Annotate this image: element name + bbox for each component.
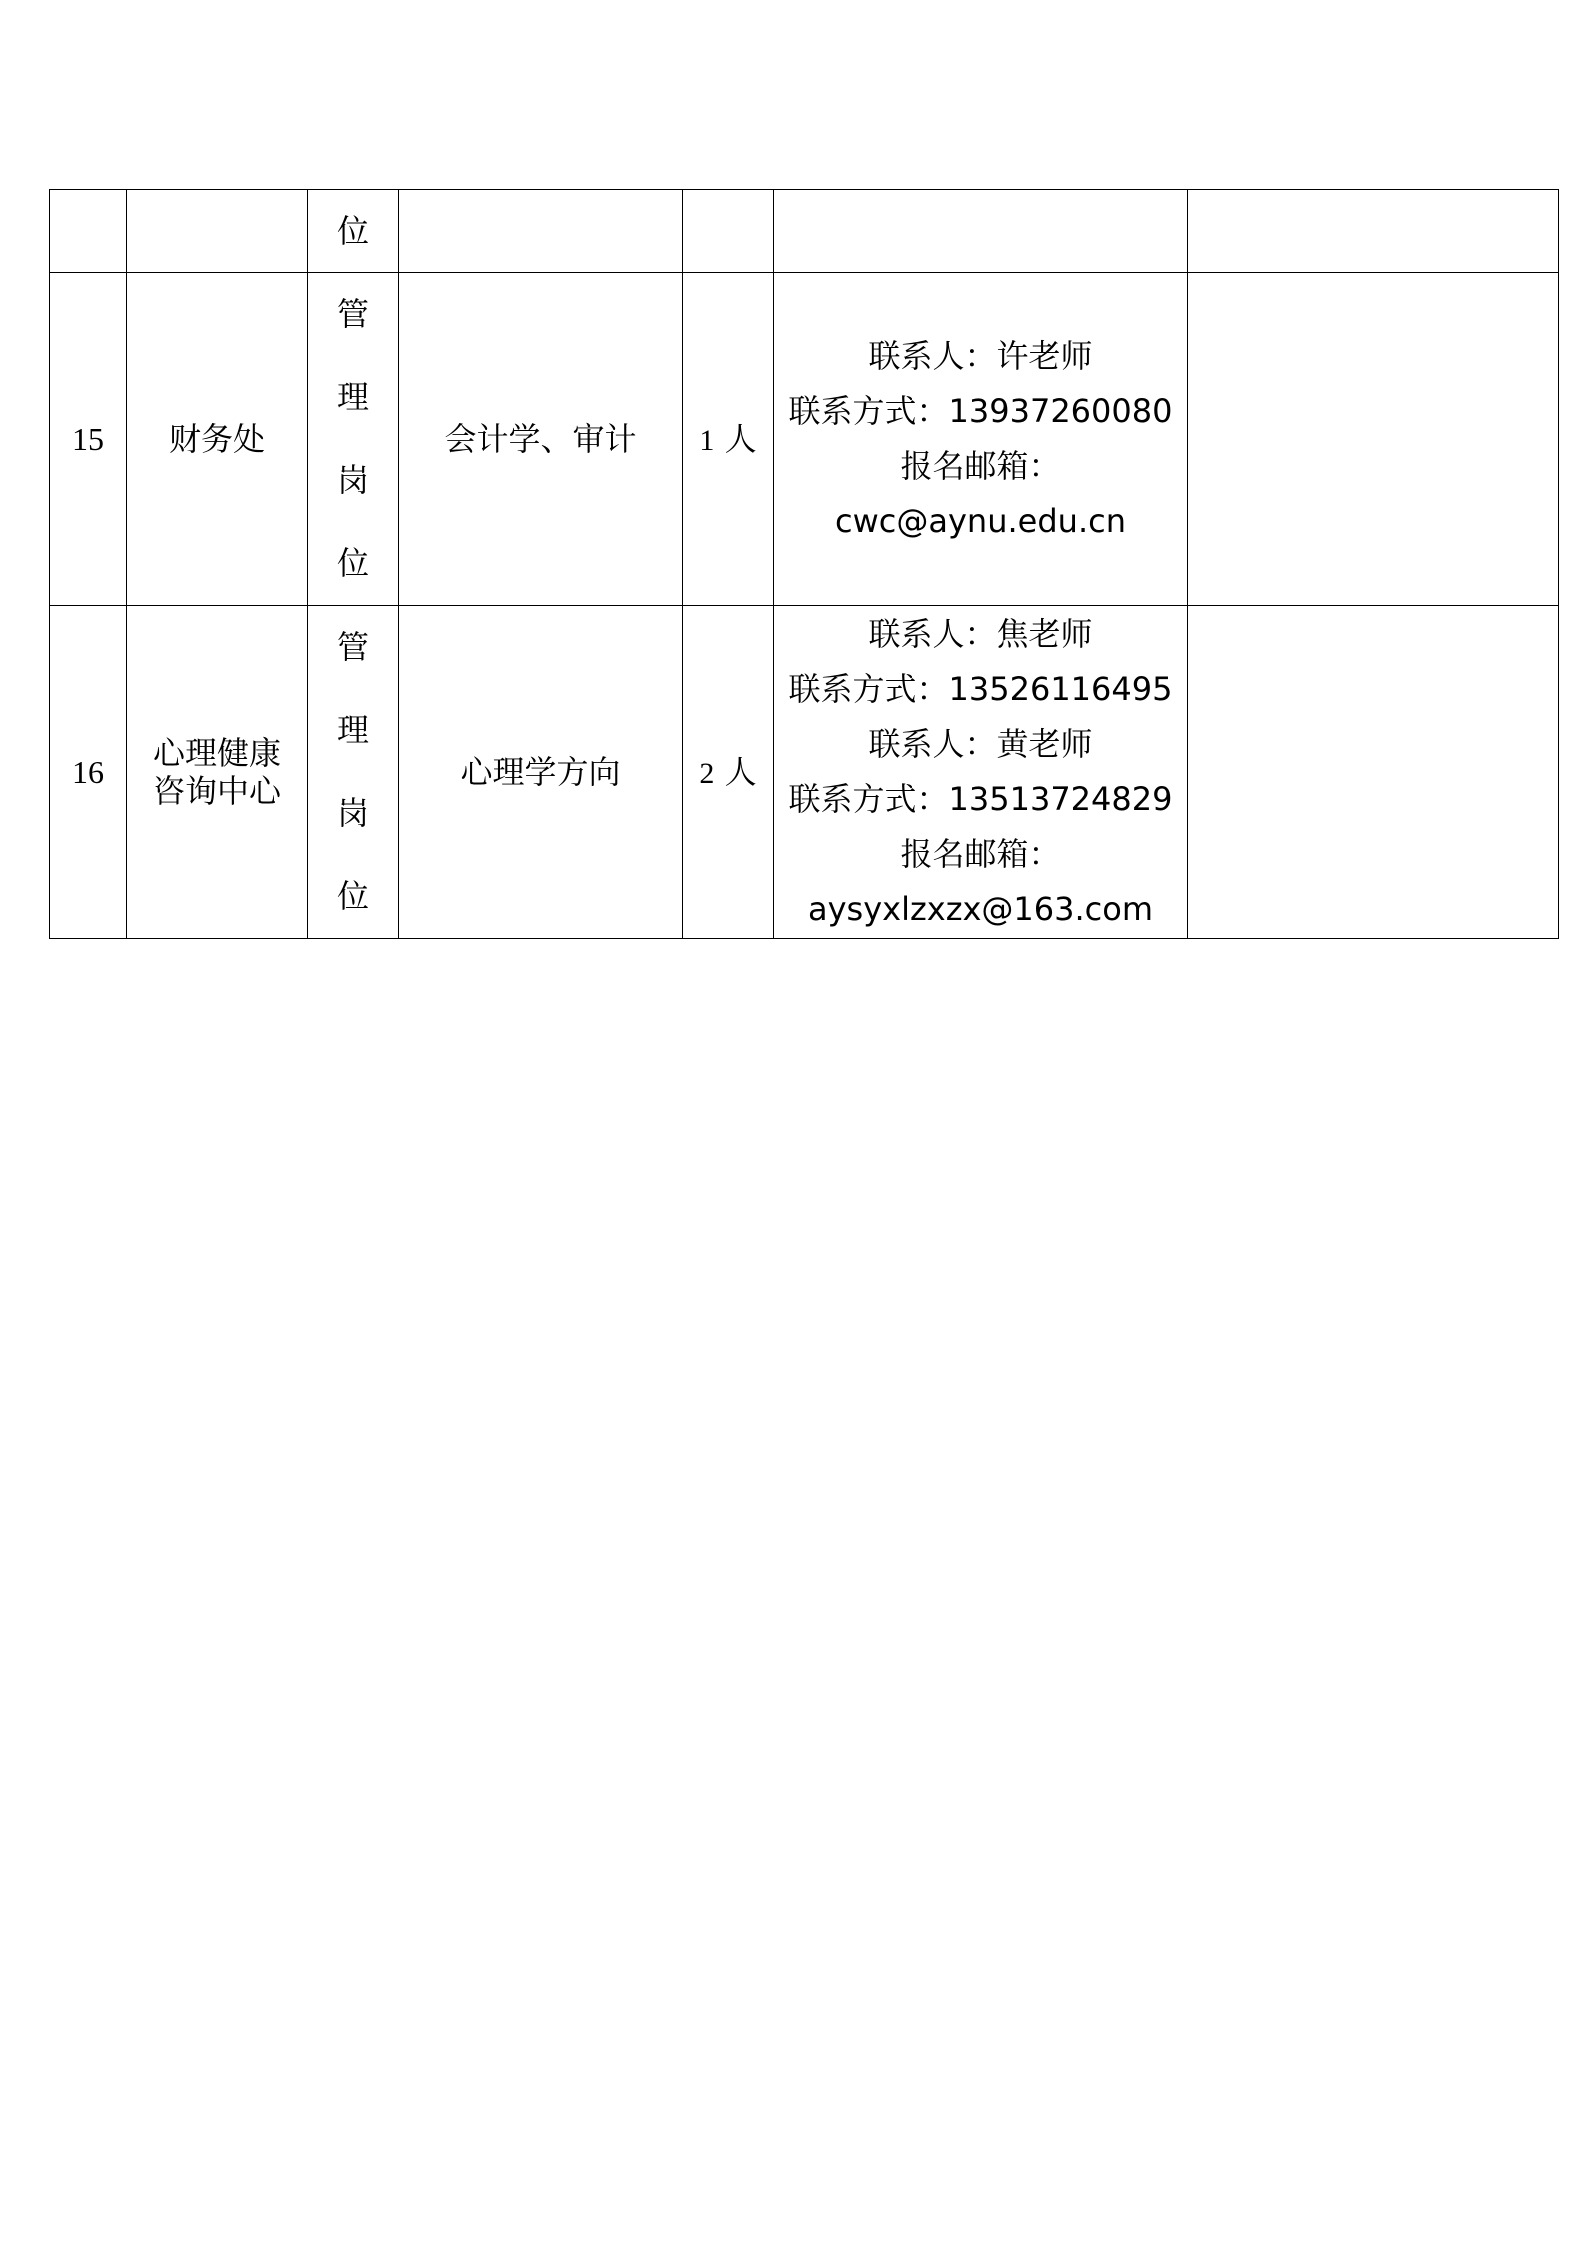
department-cell (127, 606, 308, 939)
count-cell (683, 606, 774, 939)
post-type-char: 岗 (336, 794, 369, 832)
index-cell (50, 190, 127, 273)
major-cell: 心理学方向 (399, 606, 683, 939)
contact-person: 联系人：焦老师 (868, 615, 1093, 653)
count-cell (683, 273, 774, 606)
department-cell (127, 273, 308, 606)
department-line: 心理健康 (152, 733, 281, 772)
email-label: 报名邮箱： (900, 447, 1061, 485)
contact-person: 联系人：黄老师 (868, 725, 1093, 763)
table-row-continued (50, 190, 1559, 273)
remark-cell (1188, 273, 1559, 606)
major-cell: 会计学、审计 (399, 273, 683, 606)
major-cell (399, 190, 683, 273)
post-type-char: 理 (336, 378, 369, 416)
post-type-char: 管 (336, 295, 369, 333)
department-line: 财务处 (168, 419, 265, 458)
post-type-char: 位 (336, 877, 369, 915)
post-type-char: 位 (336, 544, 369, 582)
contact-phone: 联系方式：13513724829 (788, 780, 1173, 818)
contact-cell (774, 606, 1188, 939)
department-cell (127, 190, 308, 273)
count-unit: 人 (724, 419, 757, 458)
post-type-cell (308, 190, 399, 273)
contact-person: 联系人：许老师 (868, 337, 1093, 375)
post-type-char: 管 (336, 628, 369, 666)
count-unit: 人 (724, 752, 757, 791)
remark-cell (1188, 606, 1559, 939)
email-label: 报名邮箱： (900, 835, 1061, 873)
post-type-char: 岗 (336, 461, 369, 499)
post-type-cell (308, 606, 399, 939)
department-line: 咨询中心 (152, 772, 281, 810)
index-cell: 16 (50, 606, 127, 939)
table-row (50, 606, 1559, 939)
recruitment-table (49, 189, 1559, 939)
email-address[interactable]: cwc@aynu.edu.cn (835, 502, 1126, 540)
email-address[interactable]: aysyxlzxzx@163.com (807, 890, 1154, 928)
contact-phone: 联系方式：13937260080 (788, 392, 1173, 430)
count-number: 2 (699, 756, 715, 790)
index-cell: 15 (50, 273, 127, 606)
table-row (50, 273, 1559, 606)
contact-phone: 联系方式：13526116495 (788, 670, 1173, 708)
count-number: 1 (699, 423, 715, 457)
post-type-char: 位 (336, 212, 369, 250)
contact-cell (774, 190, 1188, 273)
contact-cell (774, 273, 1188, 606)
post-type-cell (308, 273, 399, 606)
remark-cell (1188, 190, 1559, 273)
count-cell (683, 190, 774, 273)
post-type-char: 理 (336, 711, 369, 749)
